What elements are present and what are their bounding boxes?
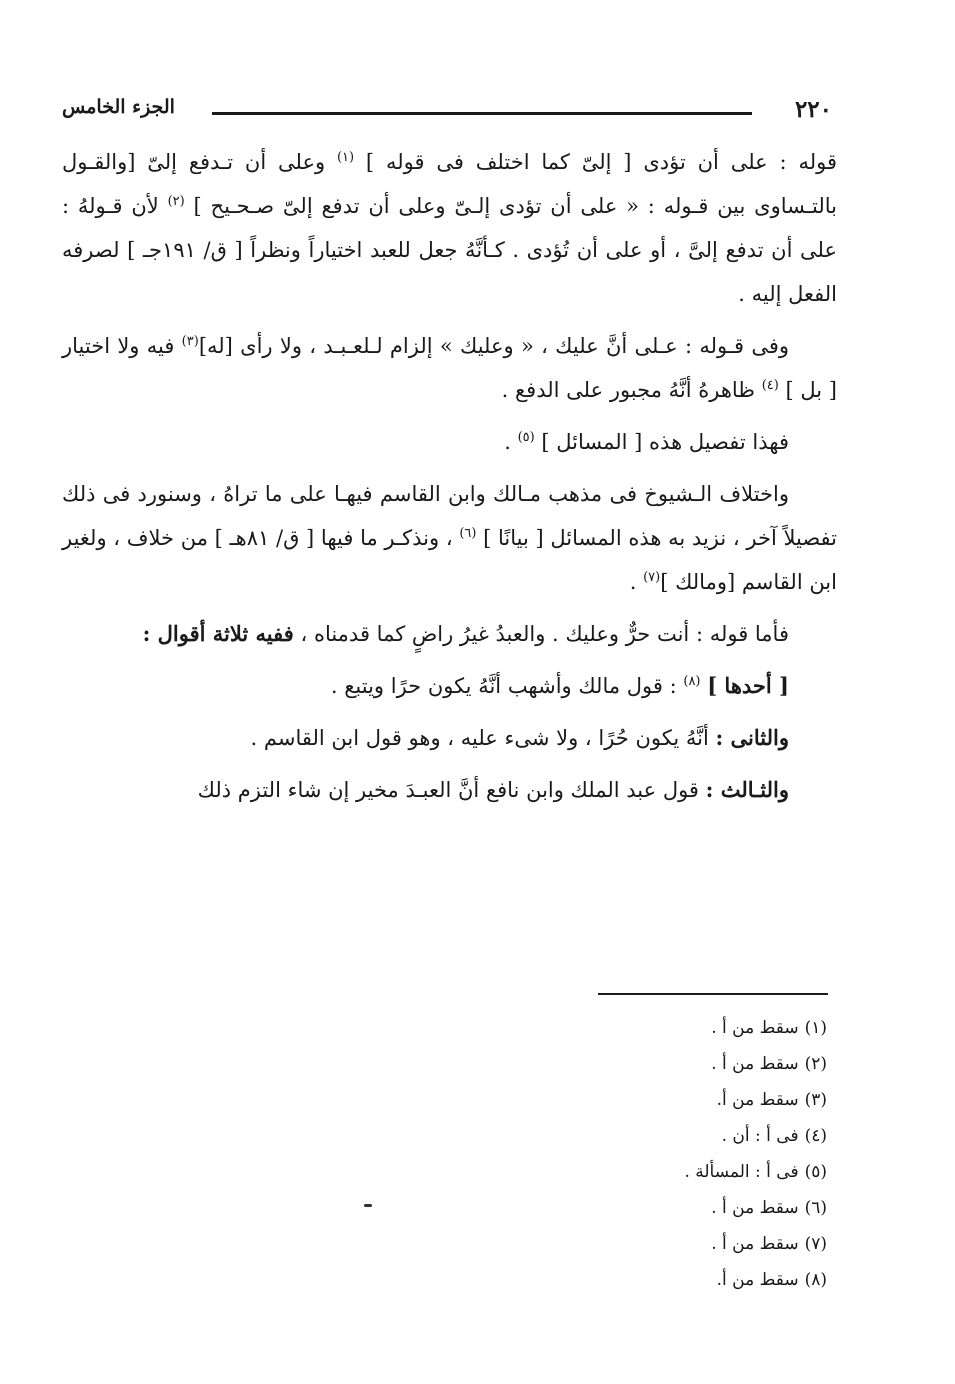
footnote-number: (٣) (804, 1090, 827, 1110)
text-span: وفى قـوله : عـلى أنَّ عليك ، « وعليك » إلزام لـلعـبـد ، ولا رأى [له] (198, 334, 790, 358)
header-rule (212, 112, 752, 115)
text-span: واختلاف الـشيوخ فى مذهب مـالك وابن القاسم فيهـا على ما تراهُ ، وسنورد فى ذلك تفصيلاً آخر ، نزيد به هذه المسائل [ بيانًا ] (62, 482, 838, 550)
footnote-ref: (٢) (167, 194, 185, 209)
footnote-text: سقط من أ. (716, 1090, 799, 1110)
text-span: ظاهرهُ أنَّهُ مجبور على الدفع . (501, 378, 762, 402)
footnote-ref: (١) (336, 150, 355, 165)
paragraph (62, 612, 837, 656)
paragraph (62, 140, 837, 316)
footnote-text: سقط من أ. (716, 1270, 799, 1290)
footnote-ref: (٣) (181, 334, 199, 349)
footnote (427, 1154, 827, 1190)
footnote (427, 1226, 827, 1262)
footnote-text: سقط من أ . (711, 1234, 799, 1254)
paragraph (62, 472, 837, 604)
running-title: الجزء الخامس (62, 96, 175, 118)
footnote-ref: (٤) (761, 378, 779, 393)
main-text (62, 140, 837, 820)
text-span: أنَّهُ يكون حُرًا ، ولا شىء عليه ، وهو قول ابن القاسم . (250, 726, 716, 750)
text-span: قول عبد الملك وابن نافع أنَّ العبـدَ مخير إن شاء التزم ذلك (197, 778, 706, 802)
scan-speck (364, 1204, 372, 1207)
footnote-ref: (٦) (459, 526, 477, 541)
text-span: . (629, 570, 644, 594)
footnote-number: (٧) (804, 1234, 827, 1254)
text-span: فأما قوله : أنت حرٌّ وعليك . والعبدُ غيرُ راضٍ كما قدمناه ، (293, 622, 789, 646)
footnote-number: (٦) (804, 1198, 827, 1218)
footnote-text: فى أ : أن . (721, 1126, 799, 1146)
page-header (62, 96, 832, 130)
footnote (427, 1046, 827, 1082)
bold-phrase: ففيه ثلاثة أقوال : (142, 621, 294, 646)
text-span: فيه ولا اختيار [ بل ] (62, 334, 837, 402)
footnotes (427, 1010, 827, 1298)
footnote-text: فى أ : المسألة . (684, 1162, 799, 1182)
text-span: : قول مالك وأشهب أنَّهُ يكون حرًا ويتبع . (330, 674, 684, 698)
footnote (427, 1010, 827, 1046)
footnote (427, 1190, 827, 1226)
footnote-text: سقط من أ . (711, 1054, 799, 1074)
footnote-ref: (٥) (517, 430, 535, 445)
footnote-text: سقط من أ . (711, 1198, 799, 1218)
footnote-number: (٢) (804, 1054, 827, 1074)
footnote-separator (598, 993, 828, 995)
paragraph (62, 324, 837, 412)
list-item (62, 768, 837, 812)
footnote (427, 1118, 827, 1154)
text-span: لأن قـولهُ : على أن تدفع إلىَّ ، أو على أن تُؤدى . كـأنَّهُ جعل للعبد اختياراً ونظراً [ ق/ ١٩١جـ ] لصرفه الفعل إليه . (62, 194, 838, 306)
paragraph (62, 420, 837, 464)
item-label: والثـالث : (705, 777, 789, 802)
text-span: قوله : على أن تؤدى [ إلىّ كما اختلف فى قوله ] (354, 150, 837, 174)
footnote-number: (٥) (804, 1162, 827, 1182)
footnote-number: (٤) (804, 1126, 827, 1146)
footnote (427, 1082, 827, 1118)
footnote-ref: (٧) (643, 570, 661, 585)
text-span: ، ونذكـر ما فيها [ ق/ ٨١هـ ] من خلاف ، ولغير ابن القاسم [ومالك ] (62, 526, 837, 594)
footnote-number: (١) (804, 1018, 827, 1038)
footnote-text: سقط من أ . (711, 1018, 799, 1038)
item-label: [ أحدها ] (707, 673, 789, 698)
text-span: وعلى أن تـدفع إلىّ [والقـول بالتـساوى بين قـوله : « على أن تؤدى إلـىّ وعلى أن تدفع إلىّ صـحـيح ] (62, 150, 837, 218)
item-label: والثانى : (715, 725, 789, 750)
page-number: ٢٢٠ (794, 96, 832, 123)
footnote (427, 1262, 827, 1298)
text-span: . (504, 430, 518, 454)
list-item (62, 664, 837, 708)
footnote-number: (٨) (804, 1270, 827, 1290)
text-span: فهذا تفصيل هذه [ المسائل ] (534, 430, 789, 454)
footnote-ref: (٨) (683, 674, 701, 689)
list-item (62, 716, 837, 760)
